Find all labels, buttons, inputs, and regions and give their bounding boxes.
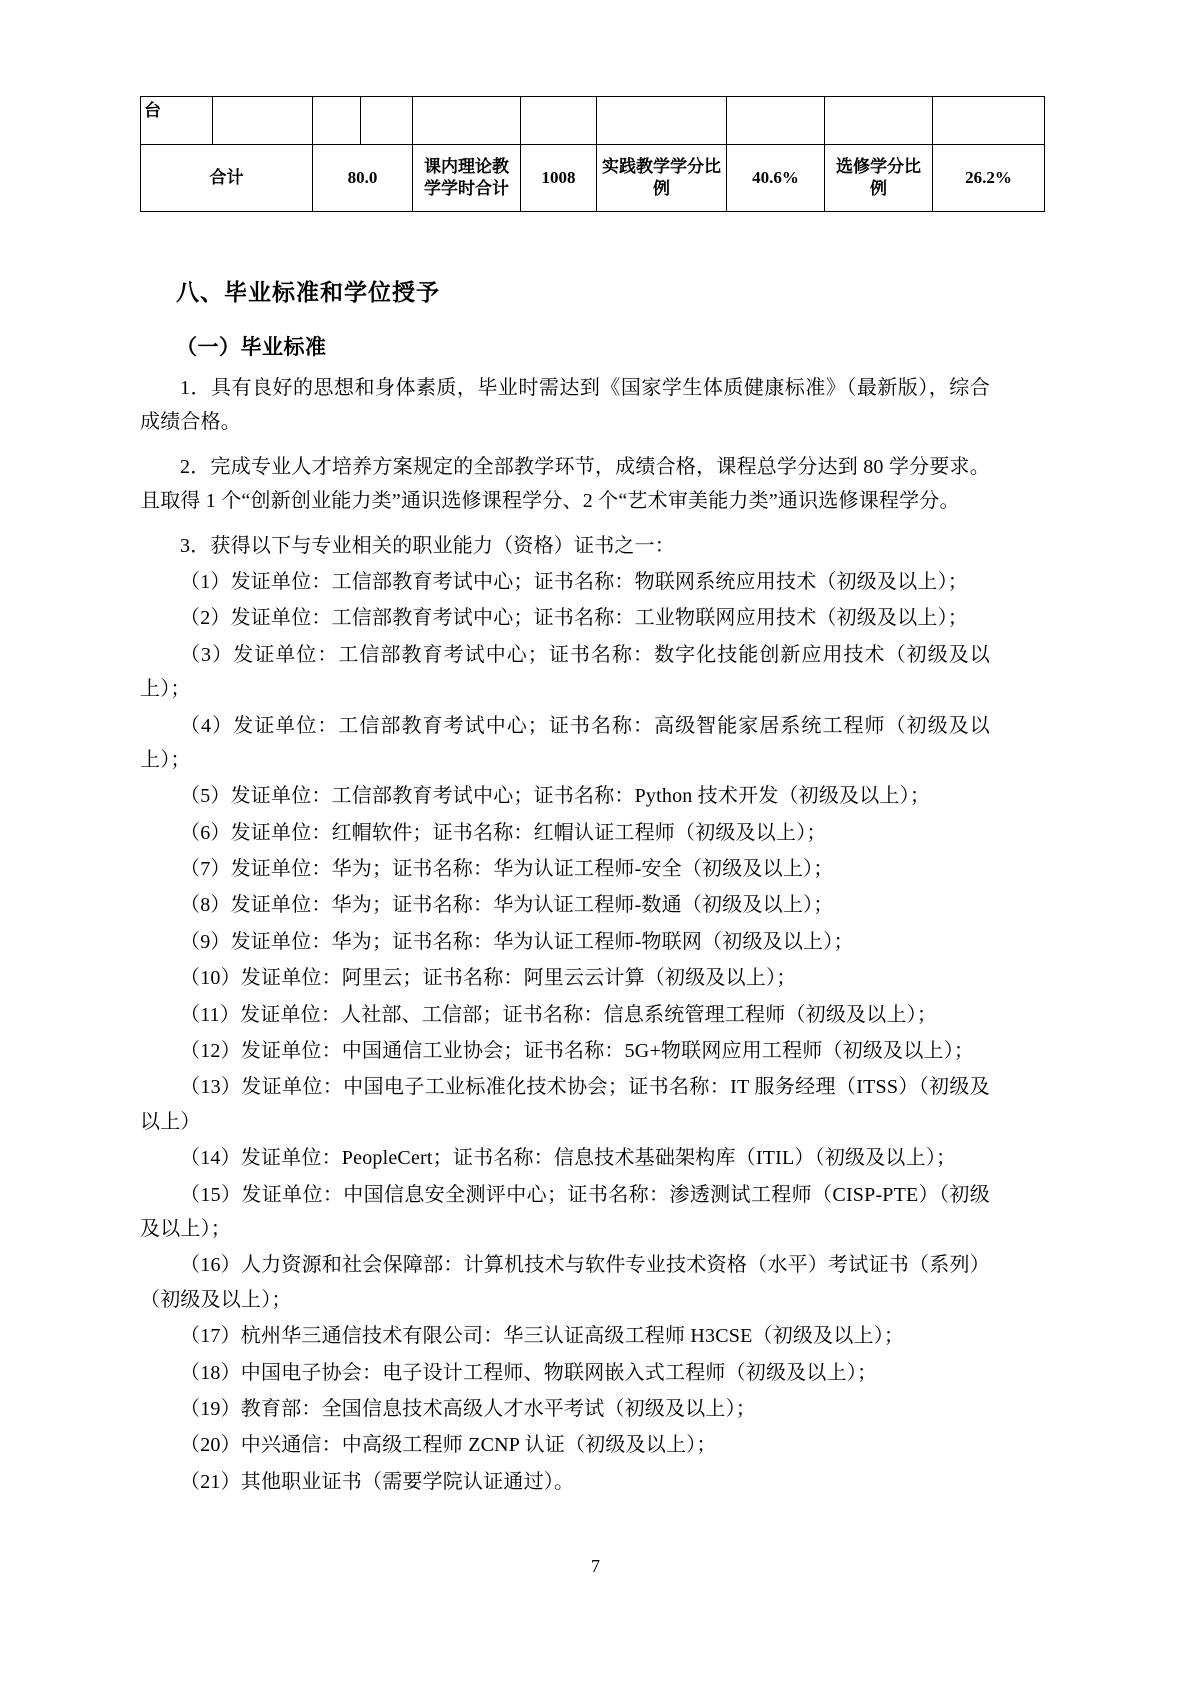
- list-item: （2）发证单位：工信部教育考试中心；证书名称：工业物联网应用技术（初级及以上）；: [180, 607, 968, 630]
- list-item: （16）人力资源和社会保障部：计算机技术与软件专业技术资格（水平）考试证书（系列）（初级及以上）；: [140, 1254, 990, 1311]
- cell-blank-1: [213, 97, 313, 145]
- cell-blank-5: [521, 97, 597, 145]
- paragraph-2: 2．完成专业人才培养方案规定的全部教学环节，成绩合格，课程总学分达到 80 学分要求。且取得 1 个“创新创业能力类”通识选修课程学分、2 个“艺术审美能力类”通识选修课程学分。: [140, 455, 990, 513]
- list-item: （10）发证单位：阿里云；证书名称：阿里云云计算（初级及以上）；: [180, 967, 797, 990]
- list-item: （9）发证单位：华为；证书名称：华为认证工程师-物联网（初级及以上）；: [180, 930, 854, 953]
- list-item: （5）发证单位：工信部教育考试中心；证书名称：Python 技术开发（初级及以上）；: [180, 785, 931, 808]
- cell-blank-9: [933, 97, 1045, 145]
- subsection-heading: （一）毕业标准: [176, 336, 327, 359]
- cell-blank-8: [825, 97, 933, 145]
- cell-theory-value: 1008: [521, 145, 597, 212]
- cell-practice-value: 40.6%: [727, 145, 825, 212]
- curriculum-summary-table: [140, 96, 1045, 212]
- table-row-partial: [141, 97, 1045, 145]
- list-item: （11）发证单位：人社部、工信部；证书名称：信息系统管理工程师（初级及以上）；: [180, 1003, 938, 1026]
- cell-total-credits: 80.0: [313, 145, 413, 212]
- list-item: （20）中兴通信：中高级工程师 ZCNP 认证（初级及以上）；: [180, 1434, 717, 1457]
- list-item: （21）其他职业证书（需要学院认证通过）。: [180, 1470, 575, 1493]
- cell-elective-value: 26.2%: [933, 145, 1045, 212]
- page-content: [140, 96, 1012, 1499]
- cell-blank-7: [727, 97, 825, 145]
- cell-elective-label: 选修学分比例: [825, 145, 933, 212]
- list-item: （6）发证单位：红帽软件；证书名称：红帽认证工程师（初级及以上）；: [180, 821, 827, 844]
- list-item: （19）教育部：全国信息技术高级人才水平考试（初级及以上）；: [180, 1397, 756, 1420]
- list-item: （17）杭州华三通信技术有限公司：华三认证高级工程师 H3CSE（初级及以上）；: [180, 1325, 905, 1348]
- list-item: （4）发证单位：工信部教育考试中心；证书名称：高级智能家居系统工程师（初级及以上）；: [140, 714, 990, 771]
- cell-blank-3: [361, 97, 413, 145]
- list-item: （12）发证单位：中国通信工业协会；证书名称：5G+物联网应用工程师（初级及以上）；: [180, 1040, 975, 1063]
- list-item: （15）发证单位：中国信息安全测评中心；证书名称：渗透测试工程师（CISP-PTE）（初级及以上）；: [140, 1183, 990, 1240]
- page-number: 7: [591, 1556, 600, 1576]
- cell-blank-4: [413, 97, 521, 145]
- cell-total-label: 合计: [141, 145, 313, 212]
- list-item: （18）中国电子协会：电子设计工程师、物联网嵌入式工程师（初级及以上）；: [180, 1361, 878, 1384]
- cell-blank-6: [597, 97, 727, 145]
- list-item: （1）发证单位：工信部教育考试中心；证书名称：物联网系统应用技术（初级及以上）；: [180, 570, 968, 593]
- list-item: （3）发证单位：工信部教育考试中心；证书名称：数字化技能创新应用技术（初级及以上）；: [140, 643, 990, 701]
- cell-unit: 台: [141, 97, 213, 145]
- paragraph-1: 1．具有良好的思想和身体素质，毕业时需达到《国家学生体质健康标准》（最新版），综合成绩合格。: [140, 377, 990, 434]
- list-item: （8）发证单位：华为；证书名称：华为认证工程师-数通（初级及以上）；: [180, 894, 834, 917]
- paragraph-3: 3．获得以下与专业相关的职业能力（资格）证书之一：: [180, 534, 675, 557]
- cell-theory-label: 课内理论教学学时合计: [413, 145, 521, 212]
- list-item: （7）发证单位：华为；证书名称：华为认证工程师-安全（初级及以上）；: [180, 858, 834, 881]
- cell-practice-label: 实践教学学分比例: [597, 145, 727, 212]
- list-item: （13）发证单位：中国电子工业标准化技术协会；证书名称：IT 服务经理（ITSS）（初级及以上）: [140, 1076, 990, 1133]
- cell-blank-2: [313, 97, 361, 145]
- table-row-total: [141, 145, 1045, 212]
- section-heading: 八、毕业标准和学位授予: [176, 279, 440, 305]
- list-item: （14）发证单位：PeopleCert；证书名称：信息技术基础架构库（ITIL）（初级及以上）；: [180, 1147, 957, 1170]
